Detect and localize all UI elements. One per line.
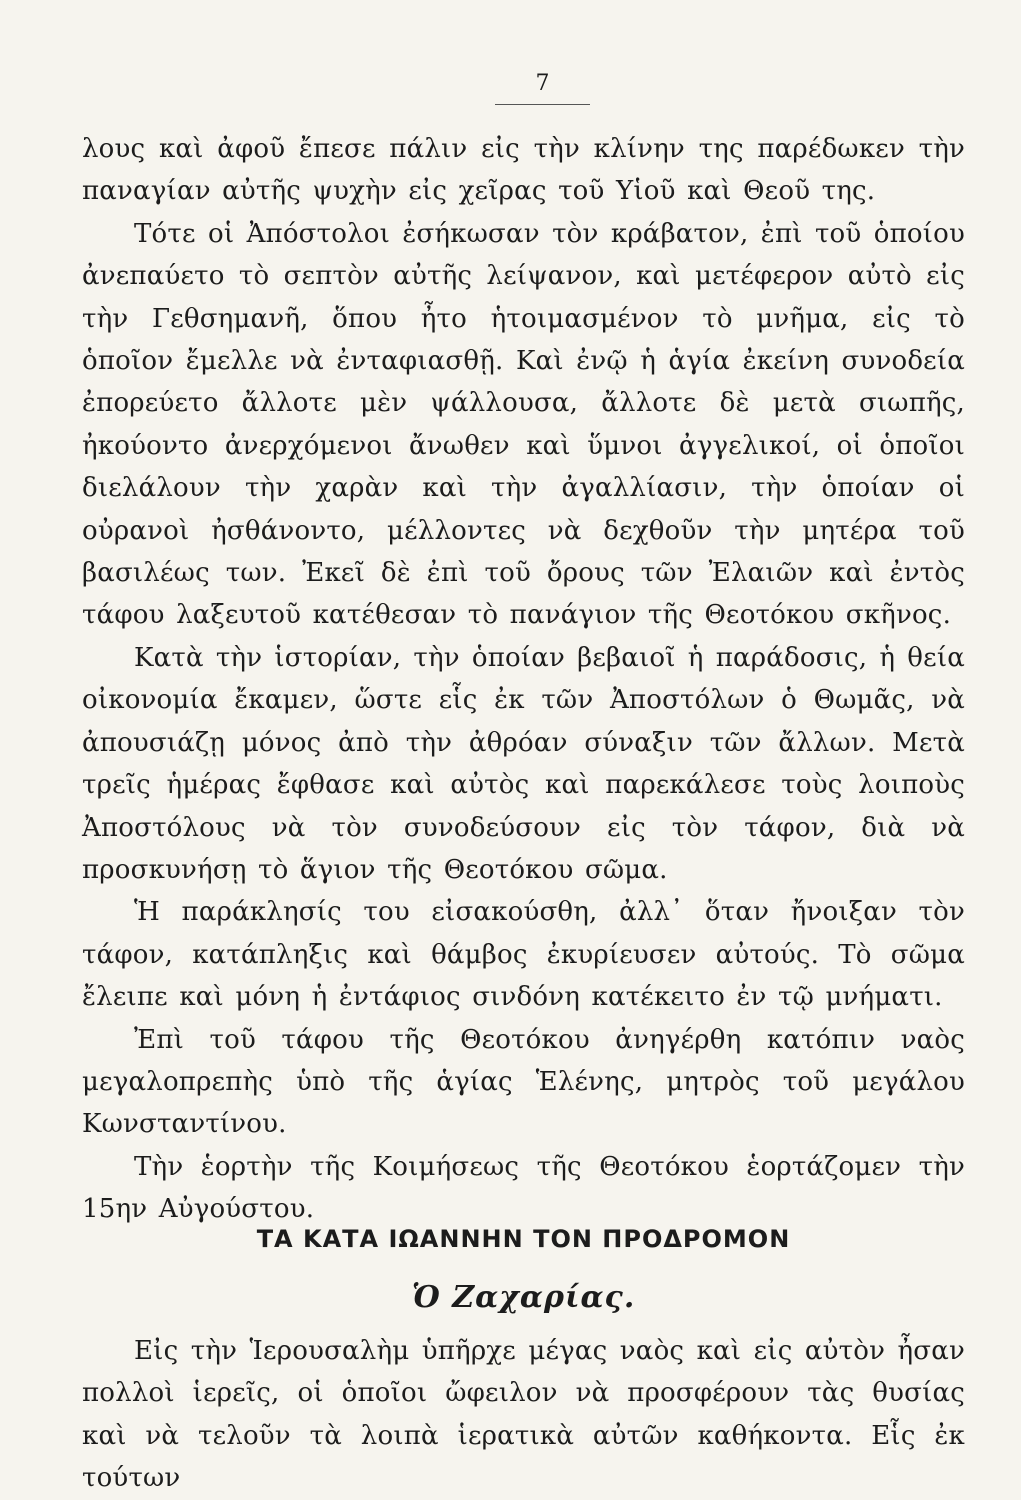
paragraph: Ἡ παράκλησίς του εἰσακούσθη, ἀλλ᾽ ὅταν ἤνοιξαν τὸν τάφον, κατάπληξις καὶ θάμβος ἐκυρίευσεν αὐτούς. Τὸ σῶμα ἔλειπε καὶ μόνη ἡ ἐντάφιος σινδόνη κατέκειτο ἐν τῷ μνήματι.	[82, 897, 965, 1013]
section-text	[82, 1330, 965, 1500]
section-heading: ΤΑ ΚΑΤΑ ΙΩΑΝΝΗΝ ΤΟΝ ΠΡΟΔΡΟΜΟΝ	[256, 1225, 791, 1253]
page-number-rule	[495, 104, 590, 105]
paragraph: Εἰς τὴν Ἱερουσαλὴμ ὑπῆρχε μέγας ναὸς καὶ εἰς αὐτὸν ἦσαν πολλοὶ ἱερεῖς, οἱ ὁποῖοι ὤφειλον νὰ προσφέρουν τὰς θυσίας καὶ νὰ τελοῦν τὰ λοιπὰ ἱερατικὰ αὐτῶν καθήκοντα. Εἷς ἐκ τούτων	[82, 1336, 965, 1494]
section-subheading: Ὁ Ζαχαρίας.	[411, 1280, 636, 1315]
paragraph-continuation: λους καὶ ἀφοῦ ἔπεσε πάλιν εἰς τὴν κλίνην της παρέδωκεν τὴν παναγίαν αὐτῆς ψυχὴν εἰς χεῖρας τοῦ Υἱοῦ καὶ Θεοῦ της.	[82, 134, 965, 207]
paragraph: Ἐπὶ τοῦ τάφου τῆς Θεοτόκου ἀνηγέρθη κατόπιν ναὸς μεγαλοπρεπὴς ὑπὸ τῆς ἁγίας Ἑλένης, μητρὸς τοῦ μεγάλου Κωνσταντίνου.	[82, 1024, 965, 1140]
main-text	[82, 128, 965, 1231]
paragraph: Τότε οἱ Ἀπόστολοι ἐσήκωσαν τὸν κράβατον, ἐπὶ τοῦ ὁποίου ἀνεπαύετο τὸ σεπτὸν αὐτῆς λείψανον, καὶ μετέφερον αὐτὸ εἰς τὴν Γεθσημανῆ, ὅπου ἦτο ἡτοιμασμένον τὸ μνῆμα, εἰς τὸ ὁποῖον ἔμελλε νὰ ἐνταφιασθῇ. Καὶ ἐνῷ ἡ ἁγία ἐκείνη συνοδεία ἐπορεύετο ἄλλοτε μὲν ψάλλουσα, ἄλλοτε δὲ μετὰ σιωπῆς, ἠκούοντο ἀνερχόμενοι ἄνωθεν καὶ ὕμνοι ἀγγελικοί, οἱ ὁποῖοι διελάλουν τὴν χαρὰν καὶ τὴν ἀγαλλίασιν, τὴν ὁποίαν οἱ οὐρανοὶ ἠσθάνοντο, μέλλοντες νὰ δεχθοῦν τὴν μητέρα τοῦ βασιλέως των. Ἐκεῖ δὲ ἐπὶ τοῦ ὄρους τῶν Ἐλαιῶν καὶ ἐντὸς τάφου λαξευτοῦ κατέθεσαν τὸ πανάγιον τῆς Θεοτόκου σκῆνος.	[82, 218, 965, 631]
paragraph: Κατὰ τὴν ἱστορίαν, τὴν ὁποίαν βεβαιοῖ ἡ παράδοσις, ἡ θεία οἰκονομία ἔκαμεν, ὥστε εἷς ἐκ τῶν Ἀποστόλων ὁ Θωμᾶς, νὰ ἀπουσιάζῃ μόνος ἀπὸ τὴν ἀθρόαν σύναξιν τῶν ἄλλων. Μετὰ τρεῖς ἡμέρας ἔφθασε καὶ αὐτὸς καὶ παρεκάλεσε τοὺς λοιποὺς Ἀποστόλους νὰ τὸν συνοδεύσουν εἰς τὸν τάφον, διὰ νὰ προσκυνήσῃ τὸ ἅγιον τῆς Θεοτόκου σῶμα.	[82, 642, 965, 885]
paragraph: Τὴν ἑορτὴν τῆς Κοιμήσεως τῆς Θεοτόκου ἑορτάζομεν τὴν 15ην Αὐγούστου.	[82, 1151, 965, 1225]
page-number: 7	[535, 71, 550, 96]
